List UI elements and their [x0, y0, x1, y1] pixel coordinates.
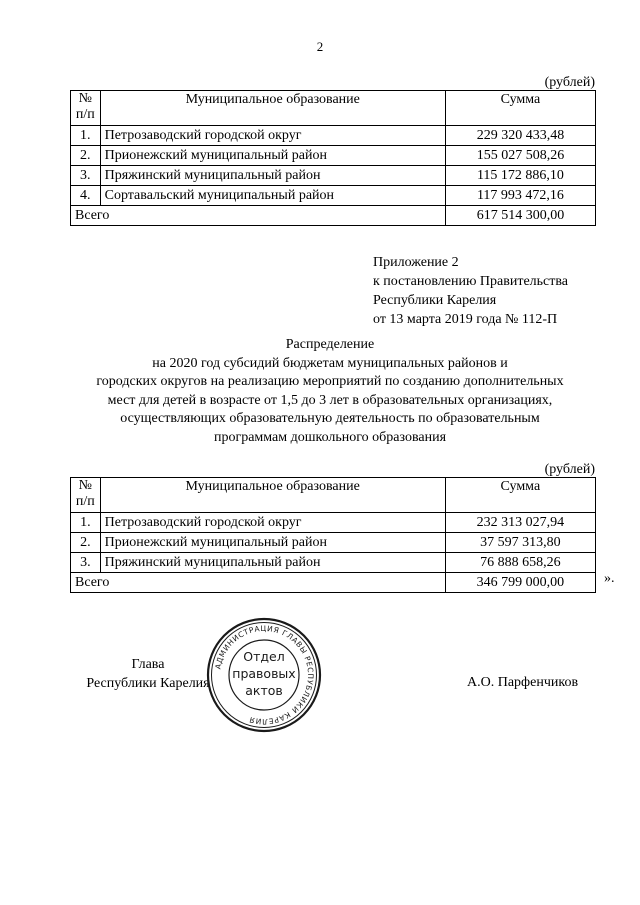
- row-sum: 115 172 886,10: [445, 166, 595, 186]
- page-number: 2: [316, 39, 324, 54]
- row-name: Сортавальский муниципальный район: [100, 186, 445, 206]
- title-line: программам дошкольного образования: [213, 429, 447, 445]
- row-num: 2.: [71, 146, 101, 166]
- table-total-row: [71, 573, 596, 593]
- row-name: Пряжинский муниципальный район: [100, 166, 445, 186]
- appendix-line: Республики Карелия: [373, 293, 497, 308]
- row-sum: 117 993 472,16: [445, 186, 595, 206]
- row-sum: 37 597 313,80: [445, 533, 595, 553]
- table-total-row: [71, 206, 596, 226]
- document-title: [60, 336, 600, 447]
- table-row: [71, 533, 596, 553]
- total-sum: 346 799 000,00: [445, 573, 595, 593]
- title-line: осуществляющих образовательную деятельность по образовательным: [120, 411, 540, 426]
- stamp-inner-line: Отдел: [243, 649, 285, 664]
- table2: [70, 477, 596, 593]
- table-row: [71, 553, 596, 573]
- table-row: [71, 126, 596, 146]
- table-row: [71, 166, 596, 186]
- row-num: 3.: [71, 553, 101, 573]
- title-line: на 2020 год субсидий бюджетам муниципальных районов и: [152, 355, 508, 371]
- header-name: Муниципальное образование: [100, 91, 445, 126]
- table1-header-row: [71, 91, 596, 126]
- row-num: 1.: [71, 126, 101, 146]
- row-name: Петрозаводский городской округ: [100, 513, 445, 533]
- appendix-reference: [373, 253, 568, 329]
- row-sum: 155 027 508,26: [445, 146, 595, 166]
- position-line: Глава: [131, 657, 165, 672]
- row-sum: 232 313 027,94: [445, 513, 595, 533]
- table-row: [71, 146, 596, 166]
- stamp-icon: [205, 616, 323, 734]
- total-label: Всего: [71, 573, 446, 593]
- appendix-line: от 13 марта 2019 года № 112-П: [373, 312, 558, 327]
- header-num: № п/п: [71, 478, 101, 513]
- signatory-position: [78, 655, 218, 693]
- table2-header-row: [71, 478, 596, 513]
- position-line: Республики Карелия: [86, 676, 210, 691]
- stamp-inner-line: правовых: [232, 666, 296, 681]
- row-num: 2.: [71, 533, 101, 553]
- table-row: [71, 513, 596, 533]
- row-num: 1.: [71, 513, 101, 533]
- header-sum: Сумма: [445, 91, 595, 126]
- row-name: Прионежский муниципальный район: [100, 533, 445, 553]
- table1-unit: (рублей): [544, 75, 595, 90]
- header-num: № п/п: [71, 91, 101, 126]
- title-line: Распределение: [285, 337, 375, 352]
- stamp-ring-text: АДМИНИСТРАЦИЯ ГЛАВЫ РЕСПУБЛИКИ КАРЕЛИЯ: [213, 623, 316, 727]
- row-num: 3.: [71, 166, 101, 186]
- row-name: Петрозаводский городской округ: [100, 126, 445, 146]
- closing-quote: ».: [604, 571, 615, 586]
- table-row: [71, 186, 596, 206]
- table1: [70, 90, 596, 226]
- row-sum: 76 888 658,26: [445, 553, 595, 573]
- stamp-inner-line: актов: [245, 683, 283, 698]
- total-label: Всего: [71, 206, 446, 226]
- row-sum: 229 320 433,48: [445, 126, 595, 146]
- row-num: 4.: [71, 186, 101, 206]
- title-line: мест для детей в возрасте от 1,5 до 3 лет в образовательных организациях,: [107, 392, 553, 408]
- header-sum: Сумма: [445, 478, 595, 513]
- total-sum: 617 514 300,00: [445, 206, 595, 226]
- appendix-line: Приложение 2: [373, 255, 459, 270]
- row-name: Прионежский муниципальный район: [100, 146, 445, 166]
- row-name: Пряжинский муниципальный район: [100, 553, 445, 573]
- header-name: Муниципальное образование: [100, 478, 445, 513]
- official-stamp: [205, 616, 323, 739]
- title-line: городских округов на реализацию мероприятий по созданию дополнительных: [96, 374, 564, 389]
- table2-unit: (рублей): [544, 462, 595, 477]
- signatory-name: А.О. Парфенчиков: [467, 675, 579, 690]
- appendix-line: к постановлению Правительства: [373, 274, 569, 289]
